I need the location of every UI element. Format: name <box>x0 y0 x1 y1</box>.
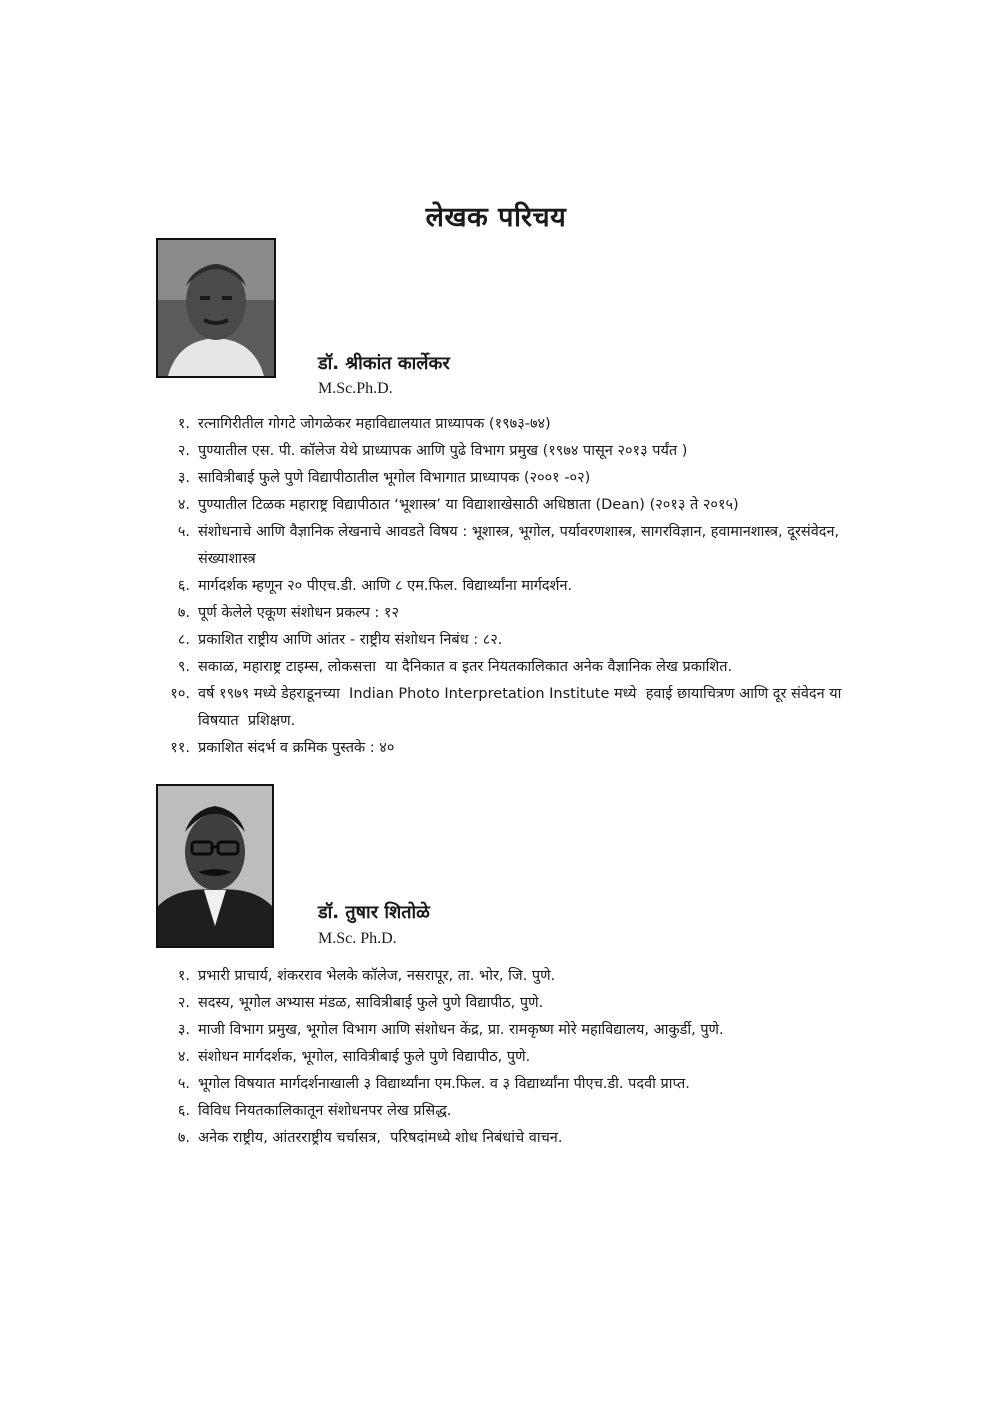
item-number: ३. <box>177 1022 190 1038</box>
item-number: १०. <box>170 686 190 702</box>
list-item <box>150 963 850 990</box>
author-degree: M.Sc. Ph.D. <box>318 930 397 947</box>
item-text: पुण्यातील एस. पी. कॉलेज येथे प्राध्यापक आणि पुढे विभाग प्रमुख (१९७४ पासून २०१३ पर्यंत ) <box>198 443 688 459</box>
list-item <box>150 1017 850 1044</box>
author-photo-1 <box>156 238 276 378</box>
list-item <box>150 1071 850 1098</box>
item-text: संशोधनाचे आणि वैज्ञानिक लेखनाचे आवडते विषय : भूशास्त्र, भूगोल, पर्यावरणशास्त्र, सागरविज्ञान, हवामानशास्त्र, दूरसंवेदन, संख्याशास्त्र <box>198 524 844 567</box>
item-text: पूर्ण केलेले एकूण संशोधन प्रकल्प : १२ <box>198 605 399 621</box>
list-item <box>150 1098 850 1125</box>
list-item <box>150 990 850 1017</box>
author-2-achievements-list <box>150 963 850 1152</box>
item-text: सकाळ, महाराष्ट्र टाइम्स, लोकसत्ता या दैनिकात व इतर नियतकालिकात अनेक वैज्ञानिक लेख प्रकाशित. <box>198 659 733 675</box>
author-degree: M.Sc.Ph.D. <box>318 380 393 397</box>
list-item <box>150 681 850 735</box>
item-text: रत्नागिरीतील गोगटे जोगळेकर महाविद्यालयात प्राध्यापक (१९७३-७४) <box>198 416 551 432</box>
item-number: ५. <box>177 524 190 540</box>
item-text: वर्ष १९७९ मध्ये डेहराडूनच्या Indian Photo Interpretation Institute मध्ये हवाई छायाचित्रण आणि दूर संवेदन या विषयात प्रशिक्षण. <box>198 686 847 729</box>
list-item <box>150 573 850 600</box>
item-text: मार्गदर्शक म्हणून २० पीएच.डी. आणि ८ एम.फिल. विद्यार्थ्यांना मार्गदर्शन. <box>198 578 573 594</box>
item-number: १. <box>177 416 190 432</box>
item-number: ४. <box>177 497 190 513</box>
item-number: ५. <box>177 1076 190 1092</box>
item-text: सावित्रीबाई फुले पुणे विद्यापीठातील भूगोल विभागात प्राध्यापक (२००१ -०२) <box>198 470 591 486</box>
list-item <box>150 438 850 465</box>
list-item <box>150 654 850 681</box>
item-number: ९. <box>177 659 190 675</box>
list-item <box>150 1044 850 1071</box>
item-text: भूगोल विषयात मार्गदर्शनाखाली ३ विद्यार्थ्यांना एम.फिल. व ३ विद्यार्थ्यांना पीएच.डी. पदवी प्राप्त. <box>198 1076 690 1092</box>
item-number: २. <box>177 995 190 1011</box>
item-text: प्रकाशित संदर्भ व क्रमिक पुस्तके : ४० <box>198 740 395 756</box>
item-text: माजी विभाग प्रमुख, भूगोल विभाग आणि संशोधन केंद्र, प्रा. रामकृष्ण मोरे महाविद्यालय, आकुर्डी, पुणे. <box>198 1022 724 1038</box>
item-number: ३. <box>177 470 190 486</box>
list-item <box>150 465 850 492</box>
list-item <box>150 1125 850 1152</box>
item-number: २. <box>177 443 190 459</box>
item-number: ७. <box>177 1130 190 1146</box>
item-number: ११. <box>170 740 190 756</box>
list-item <box>150 735 850 762</box>
list-item <box>150 411 850 438</box>
item-text: संशोधन मार्गदर्शक, भूगोल, सावित्रीबाई फुले पुणे विद्यापीठ, पुणे. <box>198 1049 531 1065</box>
item-text: विविध नियतकालिकातून संशोधनपर लेख प्रसिद्ध. <box>198 1103 452 1119</box>
item-text: प्रकाशित राष्ट्रीय आणि आंतर - राष्ट्रीय संशोधन निबंध : ८२. <box>198 632 503 648</box>
list-item <box>150 600 850 627</box>
item-number: ७. <box>177 605 190 621</box>
item-number: ६. <box>177 578 190 594</box>
item-text: सदस्य, भूगोल अभ्यास मंडळ, सावित्रीबाई फुले पुणे विद्यापीठ, पुणे. <box>198 995 544 1011</box>
author-photo-2 <box>156 784 274 948</box>
item-number: १. <box>177 968 190 984</box>
author-name: डॉ. तुषार शितोळे <box>318 902 430 923</box>
item-text: प्रभारी प्राचार्य, शंकरराव भेलके कॉलेज, नसरापूर, ता. भोर, जि. पुणे. <box>198 968 556 984</box>
list-item <box>150 627 850 654</box>
list-item <box>150 519 850 573</box>
page-title: लेखक परिचय <box>425 202 567 233</box>
item-number: ६. <box>177 1103 190 1119</box>
list-item <box>150 492 850 519</box>
author-1-achievements-list <box>150 411 850 762</box>
author-name: डॉ. श्रीकांत कार्लेकर <box>318 353 450 374</box>
item-number: ८. <box>177 632 190 648</box>
item-number: ४. <box>177 1049 190 1065</box>
item-text: पुण्यातील टिळक महाराष्ट्र विद्यापीठात ‘भूशास्त्र’ या विद्याशाखेसाठी अधिष्ठाता (Dean) (२०१३ ते २०१५) <box>198 497 739 513</box>
item-text: अनेक राष्ट्रीय, आंतरराष्ट्रीय चर्चासत्र, परिषदांमध्ये शोध निबंधांचे वाचन. <box>198 1130 563 1146</box>
